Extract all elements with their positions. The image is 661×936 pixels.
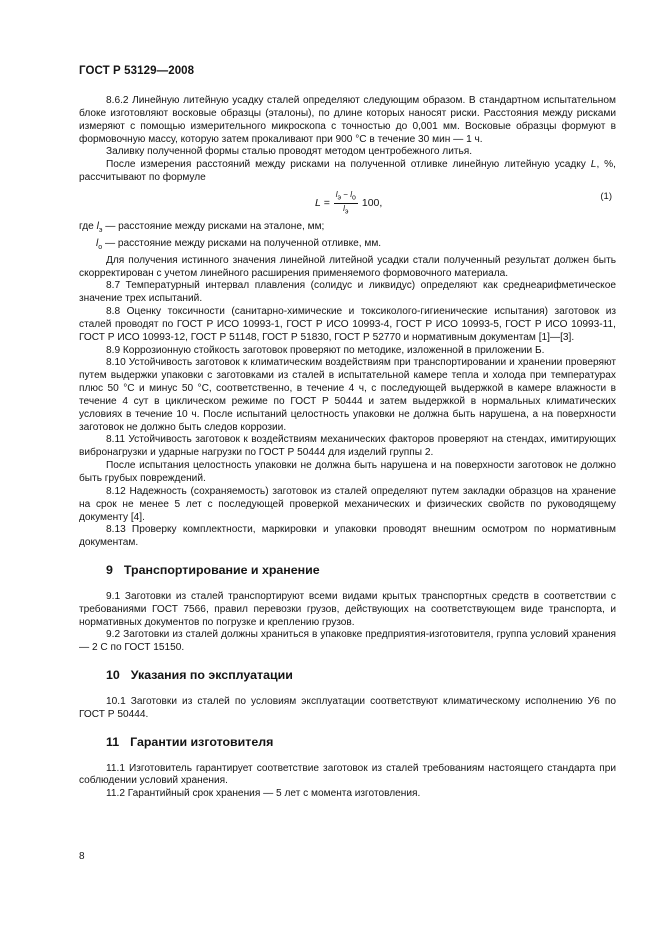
formula-fraction	[334, 190, 358, 216]
formula-lhs: L =	[315, 196, 330, 209]
paragraph-11-1: 11.1 Изготовитель гарантирует соответствие заготовок из сталей требованиям настоящего стандарта при соблюдении условий хранения.	[79, 762, 616, 787]
paragraph-pouring: Заливку полученной формы сталью проводят методом центробежного литья.	[106, 146, 473, 158]
section-heading-11	[106, 736, 616, 749]
where-sub2: о	[98, 243, 103, 251]
paragraph-8-11-b: После испытания целостность упаковки не должна быть нарушена и на поверхности заготовок не должно быть грубых повреждений.	[79, 460, 616, 484]
section-10-title: Указания по эксплуатации	[130, 668, 293, 683]
paragraph-8-7: 8.7 Температурный интервал плавления (солидус и ликвидус) определяют как среднеарифметическое значение трех испытаний.	[79, 280, 616, 305]
section-heading-9	[106, 564, 616, 577]
paragraph-10-1: 10.1 Заготовки из сталей по условиям эксплуатации соответствуют климатическому исполнению У6 по ГОСТ Р 50444.	[79, 695, 616, 720]
paragraph-8-11: 8.11 Устойчивость заготовок к воздействиям механических факторов проверяют на стендах, имитирующих вибронагрузки и ударные нагрузки по ГОСТ Р 50444 для изделий группы 2.	[79, 434, 616, 459]
paragraph-8-12: 8.12 Надежность (сохраняемость) заготовок из сталей определяют путем закладки образцов на хранение на срок не менее 5 лет с последующей проверкой механических и физических свойств по руководящему документу [4].	[79, 485, 616, 523]
where-lead: где	[79, 220, 97, 232]
formula-intro-text-b: , %, рассчитывают по формуле	[79, 159, 616, 184]
formula-num-var1: l	[335, 189, 338, 199]
formula-denominator	[343, 204, 348, 217]
formula-num-sub1: э	[337, 194, 342, 202]
formula-den-sub: э	[344, 208, 349, 216]
section-9-title: Транспортирование и хранение	[123, 563, 320, 578]
page-number: 8	[79, 851, 85, 862]
formula-intro-text-a: После измерения расстояний между рисками на полученной отливке линейную литейную усадку	[106, 159, 591, 171]
paragraph-true-value: Для получения истинного значения линейной литейной усадки стали полученный результат должен быть скорректирован с учетом линейного расширения применяемого формовочного материала.	[79, 254, 616, 279]
paragraph-9-1: 9.1 Заготовки из сталей транспортируют всеми видами крытых транспортных средств в соответствии с требованиями ГОСТ 7566, правил перевозки грузов, действующих на соответствующем виде транспорта, и нормативных документов по погрузке и креплению грузов.	[79, 590, 616, 628]
paragraph-8-13: 8.13 Проверку комплектности, маркировки и упаковки проводят внешним осмотром по нормативным документам.	[79, 524, 616, 549]
formula-minus: −	[341, 189, 351, 199]
where-line-2	[96, 238, 616, 255]
formula-numerator	[334, 190, 358, 204]
formula-rhs: 100,	[361, 196, 383, 209]
formula-num-var2: l	[350, 189, 352, 199]
formula-expression	[315, 190, 382, 216]
section-heading-10	[106, 669, 616, 682]
formula-den-var: l	[343, 203, 345, 213]
section-10-number: 10	[106, 668, 120, 683]
paragraph-8-8: 8.8 Оценку токсичности (санитарно-химические и токсиколого-гигиенические испытания) заготовок из сталей проводят по ГОСТ Р ИСО 10993-1, ГОСТ Р ИСО 10993-4, ГОСТ Р ИСО 10993-5, ГОСТ Р ИСО 10993-11, ГОСТ Р ИСО 10993-12, ГОСТ Р 51148, ГОСТ Р 51830, ГОСТ Р 52770 и нормативным документам [1]—[3].	[79, 306, 616, 343]
section-9-number: 9	[106, 563, 113, 578]
section-11-title: Гарантии изготовителя	[130, 734, 274, 749]
where-text2: — расстояние между рисками на полученной отливке, мм.	[102, 237, 382, 249]
section-11-number: 11	[106, 734, 120, 749]
formula-intro-variable: L	[590, 159, 597, 171]
where-var1: l	[96, 220, 99, 232]
document-header: ГОСТ Р 53129—2008	[79, 65, 195, 77]
where-text1: — расстояние между рисками на эталоне, мм;	[102, 220, 325, 232]
paragraph-11-2: 11.2 Гарантийный срок хранения — 5 лет с момента изготовления.	[106, 788, 421, 800]
paragraph-formula-intro	[79, 159, 616, 185]
formula-number: (1)	[600, 190, 612, 202]
where-sub1: э	[98, 226, 103, 234]
paragraph-8-10: 8.10 Устойчивость заготовок к климатическим воздействиям при транспортировании и хранении проверяют путем выдержки упаковки с заготовками из сталей в испытательной камере тепла и холода при температурах плюс 50 °С и минус 50 °С, соответственно, в течение 4 ч, с последующей выдержкой в камере влажности в течение 4 сут в циклическом режиме по ГОСТ Р 50444 и затем выдержкой в нормальных климатических условиях в течение 10 ч. После испытаний целостность упаковки не должна быть нарушена, а на поверхности заготовок не должно быть следов коррозии.	[79, 357, 616, 433]
formula-num-sub2: о	[351, 194, 356, 202]
paragraph-8-9: 8.9 Коррозионную стойкость заготовок проверяют по методике, изложенной в приложении Б.	[106, 344, 545, 356]
paragraph-9-2: 9.2 Заготовки из сталей должны храниться в упаковке предприятия-изготовителя, группа условий хранения — 2 С по ГОСТ 15150.	[79, 629, 616, 654]
where-line-1	[79, 221, 616, 238]
paragraph-8-6-2: 8.6.2 Линейную литейную усадку сталей определяют следующим образом. В стандартном испытательном блоке изготовляют восковые образцы (эталоны), по длине которых наносят риски. Расстояния между рисками измеряют с помощью измерительного микроскопа с точностью до 0,001 мм. Восковые образцы формуют в формовочную массу, которую затем прокаливают при 900 °С в течение 30 мин — 1 ч.	[79, 95, 616, 145]
where-var2: l	[96, 237, 99, 249]
formula-block	[79, 187, 616, 217]
document-body	[79, 95, 616, 801]
